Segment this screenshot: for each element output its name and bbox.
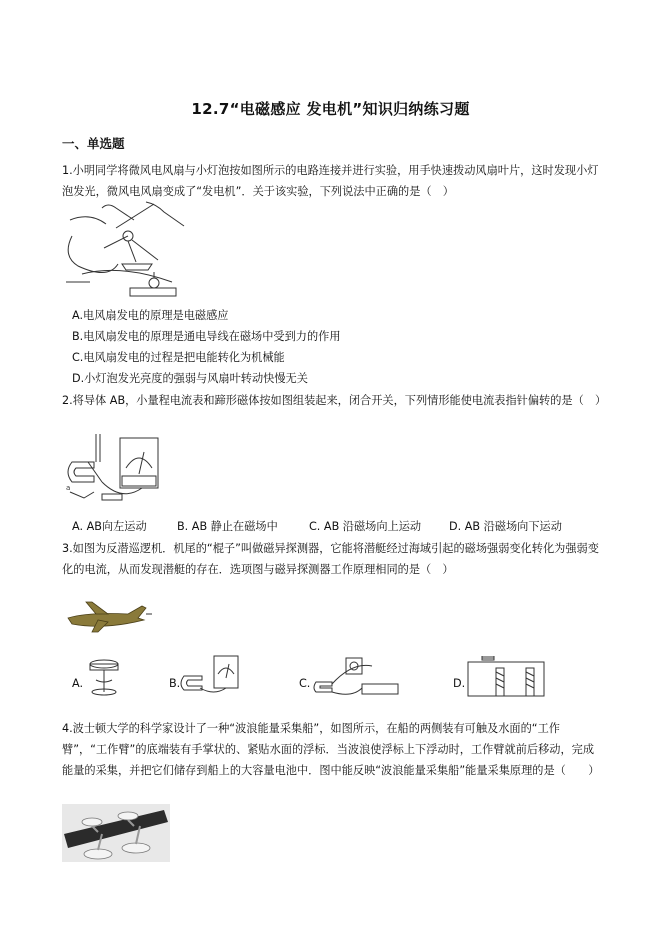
question-1-option-b[interactable]: B.电风扇发电的原理是通电导线在磁场中受到力的作用 (72, 330, 341, 343)
question-4-stem: 4.波士顿大学的科学家设计了一种“波浪能量采集船”，如图所示，在船的两侧装有可触及水面的“工作臂”，“工作臂”的底端装有手掌状的、紧贴水面的浮标．当波浪使浮标上下浮动时，工作臂就前后移动，完成能量的采集，并把它们储存到船上的大容量电池中．图中能反映“波浪能量采集船”能量采集原理的是（ ） (62, 722, 600, 777)
question-2-figure (62, 432, 168, 508)
page-title: 12.7“电磁感应 发电机”知识归纳练习题 (191, 100, 470, 118)
question-3-option-d-figure (466, 656, 546, 700)
question-1-option-d[interactable]: D.小灯泡发光亮度的强弱与风扇叶转动快慢无关 (72, 372, 308, 385)
question-2-stem: 2.将导体 AB，小量程电流表和蹄形磁体按如图组装起来，闭合开关，下列情形能使电流表指针偏转的是（ ） (62, 394, 607, 407)
question-3-airplane-figure (62, 596, 152, 636)
question-3-option-c-figure (310, 654, 400, 698)
question-2-option-b[interactable]: B. AB 静止在磁场中 (177, 520, 278, 533)
question-1-option-a[interactable]: A.电风扇发电的原理是电磁感应 (72, 309, 229, 322)
question-3-option-c[interactable]: C. (299, 677, 311, 690)
question-2-option-c[interactable]: C. AB 沿磁场向上运动 (309, 520, 422, 533)
question-2-option-d[interactable]: D. AB 沿磁场向下运动 (449, 520, 562, 533)
question-3-option-d[interactable]: D. (453, 677, 466, 690)
question-1-stem: 1.小明同学将微风电风扇与小灯泡按如图所示的电路连接并进行实验，用手快速拨动风扇叶片，这时发现小灯泡发光，微风电风扇变成了“发电机”．关于该实验，下列说法中正确的是（ ） (62, 164, 599, 198)
question-1-figure (62, 200, 198, 302)
svg-text:a: a (66, 484, 71, 492)
question-3-option-b[interactable]: B. (169, 677, 181, 690)
question-3-option-a[interactable]: A. (72, 677, 84, 690)
question-4-boat-figure (62, 804, 170, 862)
question-3-stem: 3.如图为反潜巡逻机．机尾的“棍子”叫做磁异探测器，它能将潜艇经过海域引起的磁场强弱变化转化为强弱变化的电流，从而发现潜艇的存在．选项图与磁异探测器工作原理相同的是（ ） (62, 542, 599, 576)
question-1-option-c[interactable]: C.电风扇发电的过程是把电能转化为机械能 (72, 351, 285, 364)
question-3-option-a-figure (84, 656, 124, 696)
question-3-option-b-figure (180, 652, 242, 696)
section-heading: 一、单选题 (62, 136, 125, 151)
question-2-option-a[interactable]: A. AB向左运动 (72, 520, 147, 533)
